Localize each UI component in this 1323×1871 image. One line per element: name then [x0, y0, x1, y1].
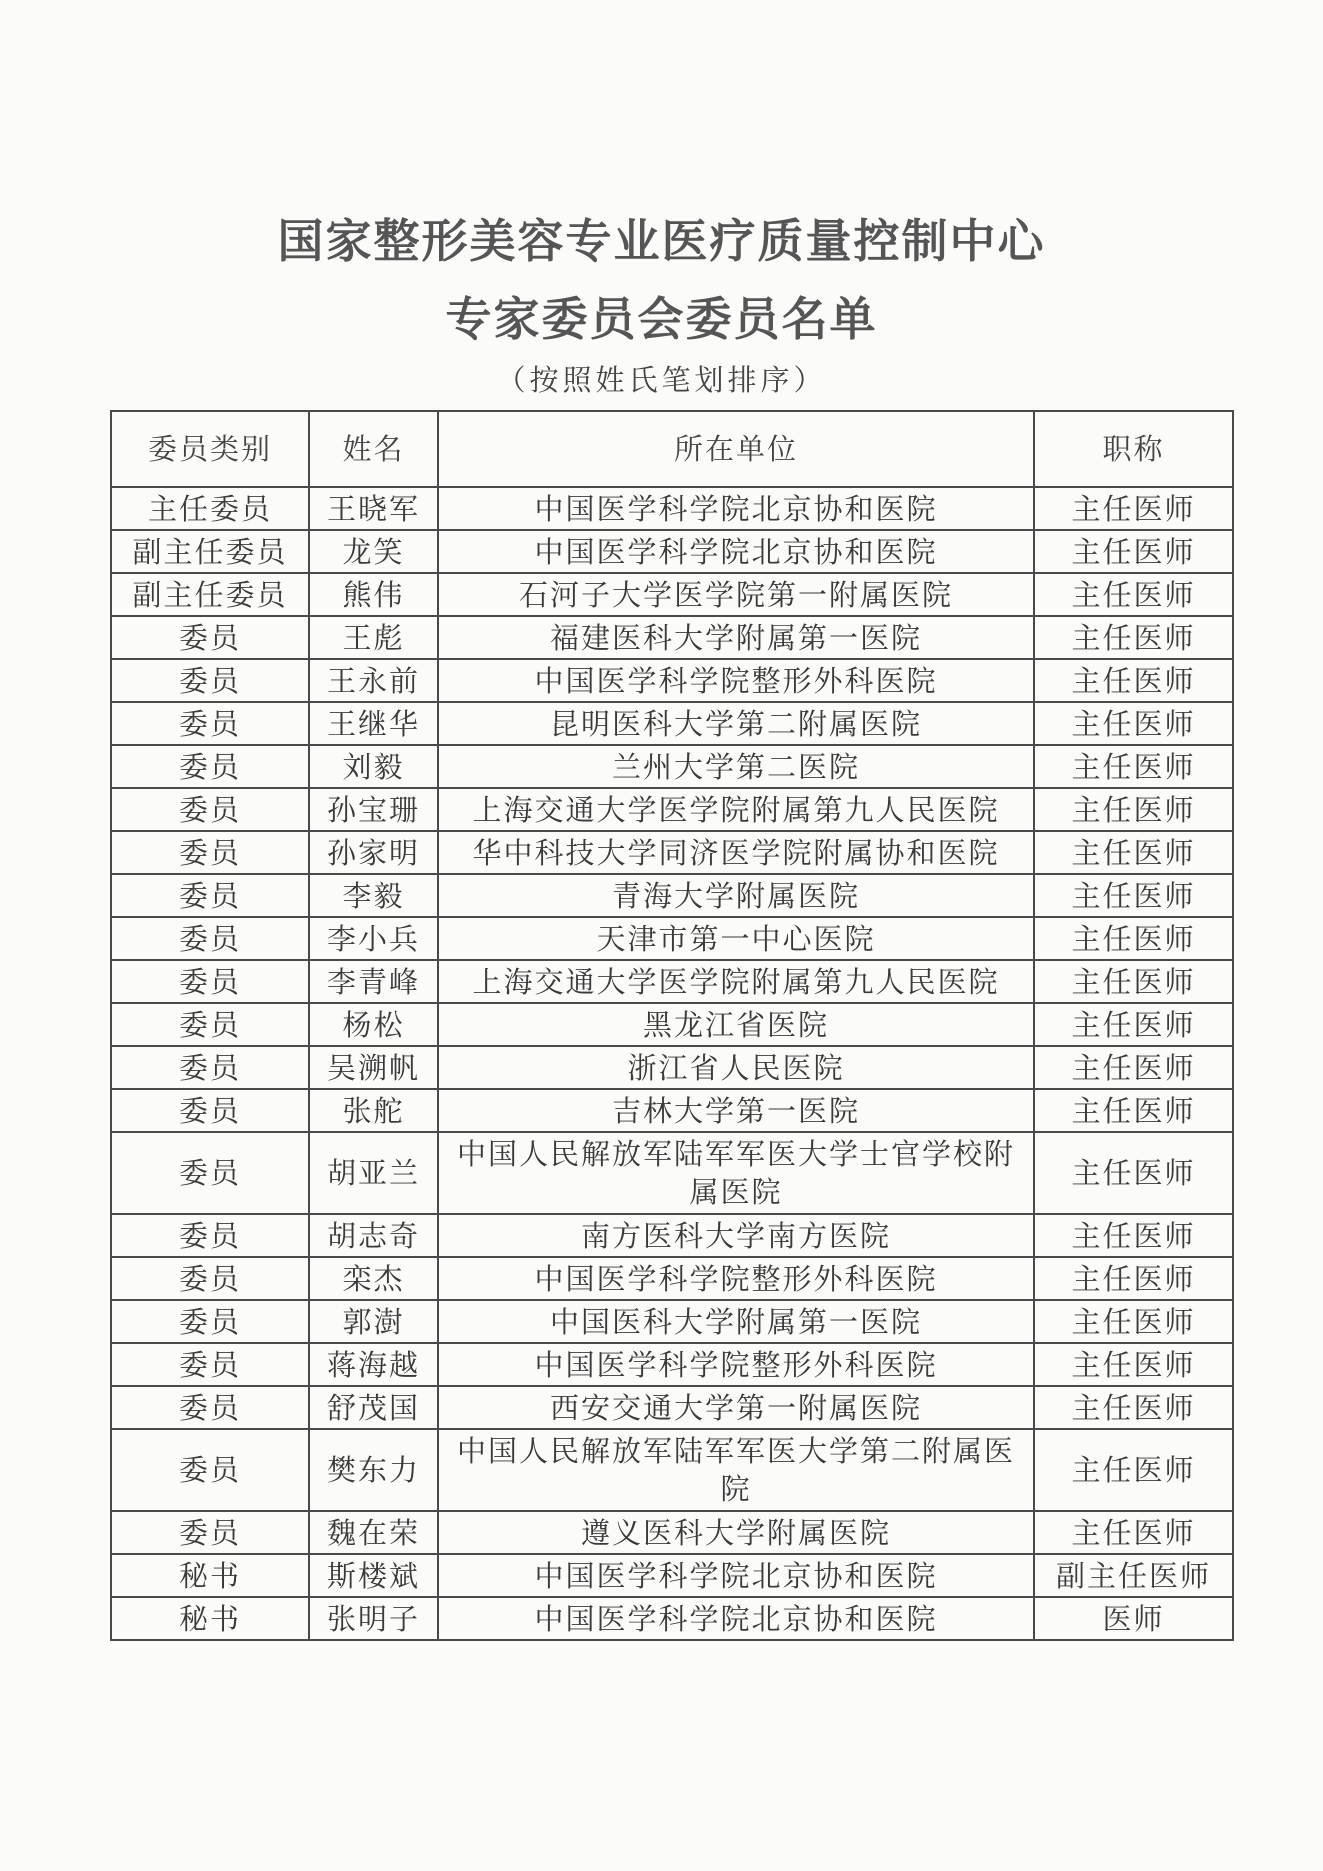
column-header-name: 姓名: [309, 411, 438, 487]
cell-category: 委员: [111, 960, 309, 1003]
cell-unit: 石河子大学医学院第一附属医院: [438, 573, 1034, 616]
table-row: [111, 573, 1233, 616]
cell-unit: 中国医学科学院北京协和医院: [438, 487, 1034, 530]
cell-title: 主任医师: [1034, 702, 1233, 745]
table-header-row: [111, 411, 1233, 487]
cell-category: 委员: [111, 788, 309, 831]
cell-name: 魏在荣: [309, 1511, 438, 1554]
cell-unit: 中国医科大学附属第一医院: [438, 1300, 1034, 1343]
table-row: [111, 831, 1233, 874]
cell-name: 王晓军: [309, 487, 438, 530]
cell-unit: 中国医学科学院整形外科医院: [438, 1257, 1034, 1300]
cell-category: 委员: [111, 1511, 309, 1554]
cell-unit: 青海大学附属医院: [438, 874, 1034, 917]
table-row: [111, 1429, 1233, 1511]
cell-category: 秘书: [111, 1554, 309, 1597]
cell-title: 主任医师: [1034, 1089, 1233, 1132]
cell-name: 吴溯帆: [309, 1046, 438, 1089]
cell-name: 王永前: [309, 659, 438, 702]
cell-unit: 南方医科大学南方医院: [438, 1214, 1034, 1257]
table-row: [111, 1343, 1233, 1386]
cell-category: 委员: [111, 1214, 309, 1257]
cell-title: 主任医师: [1034, 1257, 1233, 1300]
cell-title: 主任医师: [1034, 1046, 1233, 1089]
table-row: [111, 702, 1233, 745]
cell-unit: 上海交通大学医学院附属第九人民医院: [438, 960, 1034, 1003]
cell-category: 委员: [111, 1343, 309, 1386]
cell-title: 主任医师: [1034, 616, 1233, 659]
table-row: [111, 616, 1233, 659]
cell-name: 孙家明: [309, 831, 438, 874]
cell-unit: 上海交通大学医学院附属第九人民医院: [438, 788, 1034, 831]
table-row: [111, 1257, 1233, 1300]
table-row: [111, 1046, 1233, 1089]
cell-title: 主任医师: [1034, 1214, 1233, 1257]
cell-title: 主任医师: [1034, 487, 1233, 530]
document-title-line2: 专家委员会委员名单: [445, 292, 878, 346]
cell-unit: 浙江省人民医院: [438, 1046, 1034, 1089]
cell-category: 秘书: [111, 1597, 309, 1640]
cell-category: 委员: [111, 831, 309, 874]
cell-title: 主任医师: [1034, 788, 1233, 831]
cell-name: 刘毅: [309, 745, 438, 788]
cell-category: 主任委员: [111, 487, 309, 530]
cell-name: 王彪: [309, 616, 438, 659]
table-body: [111, 487, 1233, 1640]
cell-unit: 中国医学科学院北京协和医院: [438, 1554, 1034, 1597]
table-row: [111, 1003, 1233, 1046]
table-row: [111, 659, 1233, 702]
table-row: [111, 917, 1233, 960]
cell-title: 主任医师: [1034, 1003, 1233, 1046]
cell-title: 主任医师: [1034, 831, 1233, 874]
table-row: [111, 1300, 1233, 1343]
cell-unit: 华中科技大学同济医学院附属协和医院: [438, 831, 1034, 874]
cell-category: 副主任委员: [111, 530, 309, 573]
cell-name: 熊伟: [309, 573, 438, 616]
cell-name: 斯楼斌: [309, 1554, 438, 1597]
cell-name: 栾杰: [309, 1257, 438, 1300]
cell-title: 主任医师: [1034, 960, 1233, 1003]
cell-title: 主任医师: [1034, 1343, 1233, 1386]
cell-name: 龙笑: [309, 530, 438, 573]
table-row: [111, 1214, 1233, 1257]
cell-name: 杨松: [309, 1003, 438, 1046]
cell-name: 樊东力: [309, 1429, 438, 1511]
cell-category: 委员: [111, 616, 309, 659]
cell-name: 胡亚兰: [309, 1132, 438, 1214]
cell-unit: 吉林大学第一医院: [438, 1089, 1034, 1132]
cell-unit: 西安交通大学第一附属医院: [438, 1386, 1034, 1429]
table-row: [111, 1511, 1233, 1554]
table-row: [111, 745, 1233, 788]
table-row: [111, 1089, 1233, 1132]
column-header-title: 职称: [1034, 411, 1233, 487]
cell-category: 委员: [111, 1386, 309, 1429]
cell-title: 主任医师: [1034, 1429, 1233, 1511]
cell-name: 郭澍: [309, 1300, 438, 1343]
cell-title: 主任医师: [1034, 1132, 1233, 1214]
cell-category: 委员: [111, 874, 309, 917]
cell-unit: 中国医学科学院北京协和医院: [438, 530, 1034, 573]
table-row: [111, 487, 1233, 530]
cell-name: 舒茂国: [309, 1386, 438, 1429]
cell-unit: 昆明医科大学第二附属医院: [438, 702, 1034, 745]
cell-title: 主任医师: [1034, 874, 1233, 917]
cell-unit: 中国人民解放军陆军军医大学第二附属医院: [438, 1429, 1034, 1511]
table-row: [111, 530, 1233, 573]
cell-name: 张舵: [309, 1089, 438, 1132]
column-header-category: 委员类别: [111, 411, 309, 487]
cell-name: 张明子: [309, 1597, 438, 1640]
cell-unit: 中国医学科学院整形外科医院: [438, 1343, 1034, 1386]
table-row: [111, 960, 1233, 1003]
table-row: [111, 1132, 1233, 1214]
cell-unit: 福建医科大学附属第一医院: [438, 616, 1034, 659]
cell-category: 副主任委员: [111, 573, 309, 616]
cell-unit: 中国医学科学院北京协和医院: [438, 1597, 1034, 1640]
cell-category: 委员: [111, 745, 309, 788]
cell-name: 蒋海越: [309, 1343, 438, 1386]
cell-title: 主任医师: [1034, 1511, 1233, 1554]
cell-title: 主任医师: [1034, 917, 1233, 960]
cell-category: 委员: [111, 659, 309, 702]
table-row: [111, 788, 1233, 831]
cell-title: 主任医师: [1034, 530, 1233, 573]
table-row: [111, 1554, 1233, 1597]
table-row: [111, 1386, 1233, 1429]
cell-category: 委员: [111, 1429, 309, 1511]
cell-unit: 中国人民解放军陆军军医大学士官学校附属医院: [438, 1132, 1034, 1214]
cell-name: 王继华: [309, 702, 438, 745]
cell-category: 委员: [111, 1300, 309, 1343]
cell-name: 李青峰: [309, 960, 438, 1003]
member-table: [110, 410, 1234, 1641]
table-row: [111, 1597, 1233, 1640]
cell-unit: 兰州大学第二医院: [438, 745, 1034, 788]
cell-unit: 中国医学科学院整形外科医院: [438, 659, 1034, 702]
cell-category: 委员: [111, 702, 309, 745]
cell-category: 委员: [111, 1257, 309, 1300]
cell-unit: 天津市第一中心医院: [438, 917, 1034, 960]
cell-name: 胡志奇: [309, 1214, 438, 1257]
document-subtitle: （按照姓氏笔划排序）: [496, 363, 827, 397]
cell-title: 副主任医师: [1034, 1554, 1233, 1597]
cell-name: 孙宝珊: [309, 788, 438, 831]
cell-category: 委员: [111, 1046, 309, 1089]
column-header-unit: 所在单位: [438, 411, 1034, 487]
cell-title: 主任医师: [1034, 573, 1233, 616]
cell-title: 主任医师: [1034, 659, 1233, 702]
cell-name: 李毅: [309, 874, 438, 917]
cell-category: 委员: [111, 917, 309, 960]
cell-category: 委员: [111, 1089, 309, 1132]
cell-unit: 黑龙江省医院: [438, 1003, 1034, 1046]
cell-unit: 遵义医科大学附属医院: [438, 1511, 1034, 1554]
table-row: [111, 874, 1233, 917]
cell-name: 李小兵: [309, 917, 438, 960]
cell-title: 主任医师: [1034, 1386, 1233, 1429]
cell-category: 委员: [111, 1132, 309, 1214]
cell-category: 委员: [111, 1003, 309, 1046]
cell-title: 主任医师: [1034, 1300, 1233, 1343]
cell-title: 医师: [1034, 1597, 1233, 1640]
cell-title: 主任医师: [1034, 745, 1233, 788]
document-title-line1: 国家整形美容专业医疗质量控制中心: [277, 214, 1046, 268]
